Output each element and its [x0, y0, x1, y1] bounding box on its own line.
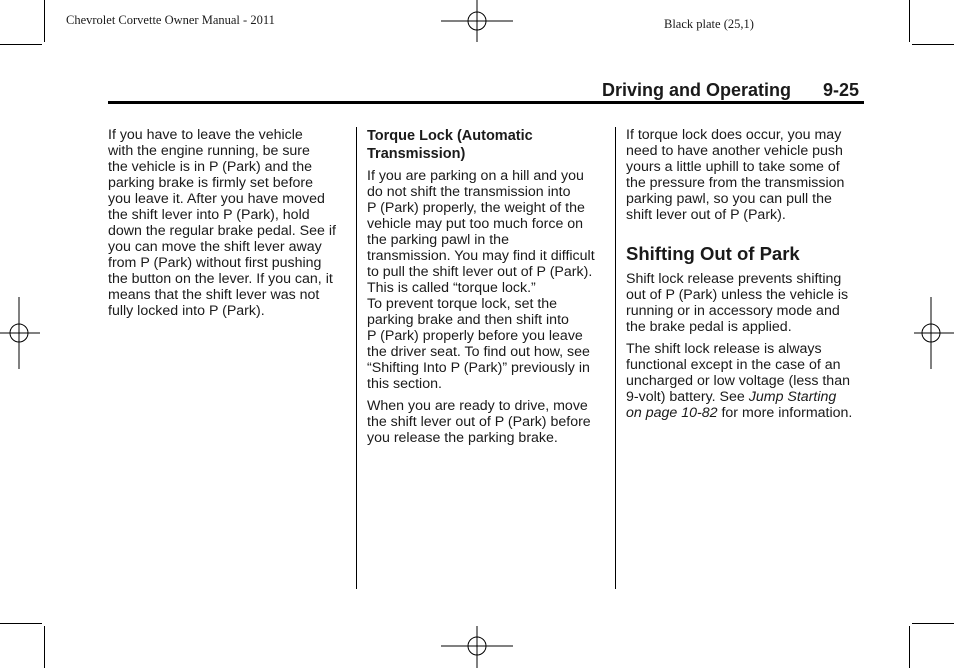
text-line: If you have to leave the vehicle [108, 127, 303, 143]
crop-mark-bottom-left-h [0, 623, 42, 624]
text-line: To prevent torque lock, set the [367, 296, 558, 312]
col2-paragraph-2 [367, 398, 607, 446]
text-line: If torque lock does occur, you may [626, 127, 842, 143]
text-line: The shift lock release is always [626, 341, 822, 357]
text-line: with the engine running, be sure [108, 143, 310, 159]
text-line: P (Park) properly, the weight of the [367, 200, 585, 216]
crop-mark-top-left-h [0, 44, 42, 45]
heading-line: Transmission) [367, 146, 466, 162]
text-line: out of P (Park) unless the vehicle is [626, 287, 849, 303]
column-1 [108, 127, 348, 325]
text-line: Shift lock release prevents shifting [626, 271, 842, 287]
text-line: When you are ready to drive, move [367, 398, 588, 414]
text-line: do not shift the transmission into [367, 184, 571, 200]
text-line: This is called “torque lock.” [367, 280, 536, 296]
text-line: you release the parking brake. [367, 430, 558, 446]
text-line: you can move the shift lever away [108, 239, 322, 255]
text-line: P (Park) properly before you leave [367, 328, 583, 344]
text-line: parking pawl, so you can pull the [626, 191, 832, 207]
crop-mark-bottom-right-v [909, 626, 910, 668]
text-line: you leave it. After you have moved [108, 191, 325, 207]
page-number: 9-25 [823, 80, 860, 100]
registration-mark-right [910, 297, 954, 369]
shifting-out-of-park-heading: Shifting Out of Park [626, 243, 800, 264]
registration-mark-bottom [441, 624, 513, 668]
torque-lock-heading [367, 127, 607, 163]
text-line: the parking pawl in the [367, 232, 509, 248]
running-header [602, 80, 864, 101]
text-line: fully locked into P (Park). [108, 303, 265, 319]
col1-paragraph-1 [108, 127, 348, 319]
text-line: shift lever out of P (Park). [626, 207, 786, 223]
registration-mark-top [441, 0, 513, 44]
text-line: this section. [367, 376, 442, 392]
text-line: transmission. You may find it difficult [367, 248, 595, 264]
text-line: vehicle may put too much force on [367, 216, 584, 232]
text-line: the pressure from the transmission [626, 175, 845, 191]
crop-mark-bottom-left-v [44, 626, 45, 668]
cross-reference-page[interactable]: on page 10-82 [626, 405, 718, 421]
text-line: to pull the shift lever out of P (Park). [367, 264, 593, 280]
text-line: down the regular brake pedal. See if [108, 223, 336, 239]
manual-title: Chevrolet Corvette Owner Manual - 2011 [66, 13, 275, 27]
text-line: means that the shift lever was not [108, 287, 320, 303]
col3-paragraph-1 [626, 127, 866, 223]
text-line: running or in accessory mode and [626, 303, 840, 319]
column-divider-1 [356, 127, 357, 589]
text-fragment: for more information. [717, 405, 853, 421]
text-line: If you are parking on a hill and you [367, 168, 584, 184]
crop-mark-top-right-h [912, 44, 954, 45]
crop-mark-top-left-v [44, 0, 45, 42]
text-line: uncharged or low voltage (less than [626, 373, 850, 389]
col2-paragraph-1 [367, 168, 607, 392]
text-line: “Shifting Into P (Park)” previously in [367, 360, 590, 376]
cross-reference-link[interactable]: Jump Starting [748, 389, 837, 405]
text-line: the vehicle is in P (Park) and the [108, 159, 312, 175]
column-3 [626, 127, 866, 427]
text-line: need to have another vehicle push [626, 143, 843, 159]
text-line: the brake pedal is applied. [626, 319, 792, 335]
crop-mark-top-right-v [909, 0, 910, 42]
text-line: the driver seat. To find out how, see [367, 344, 590, 360]
column-2 [367, 127, 607, 452]
plate-label: Black plate (25,1) [664, 17, 754, 31]
text-line: from P (Park) without first pushing [108, 255, 322, 271]
text-line: parking brake is firmly set before [108, 175, 314, 191]
section-title: Driving and Operating [602, 80, 792, 100]
col3-paragraph-2 [626, 271, 866, 335]
text-line: the shift lever out of P (Park) before [367, 414, 591, 430]
text-line: yours a little uphill to take some of [626, 159, 840, 175]
text-line [626, 405, 866, 421]
column-divider-2 [615, 127, 616, 589]
text-line: parking brake and then shift into [367, 312, 569, 328]
text-line [626, 389, 866, 405]
text-line: the button on the lever. If you can, it [108, 271, 333, 287]
col3-paragraph-3 [626, 341, 866, 421]
text-fragment: 9-volt) battery. See [626, 389, 745, 405]
text-line: the shift lever into P (Park), hold [108, 207, 310, 223]
crop-mark-bottom-right-h [912, 623, 954, 624]
header-rule [108, 101, 864, 104]
text-line: functional except in the case of an [626, 357, 841, 373]
registration-mark-left [0, 297, 44, 369]
heading-line: Torque Lock (Automatic [367, 128, 533, 144]
